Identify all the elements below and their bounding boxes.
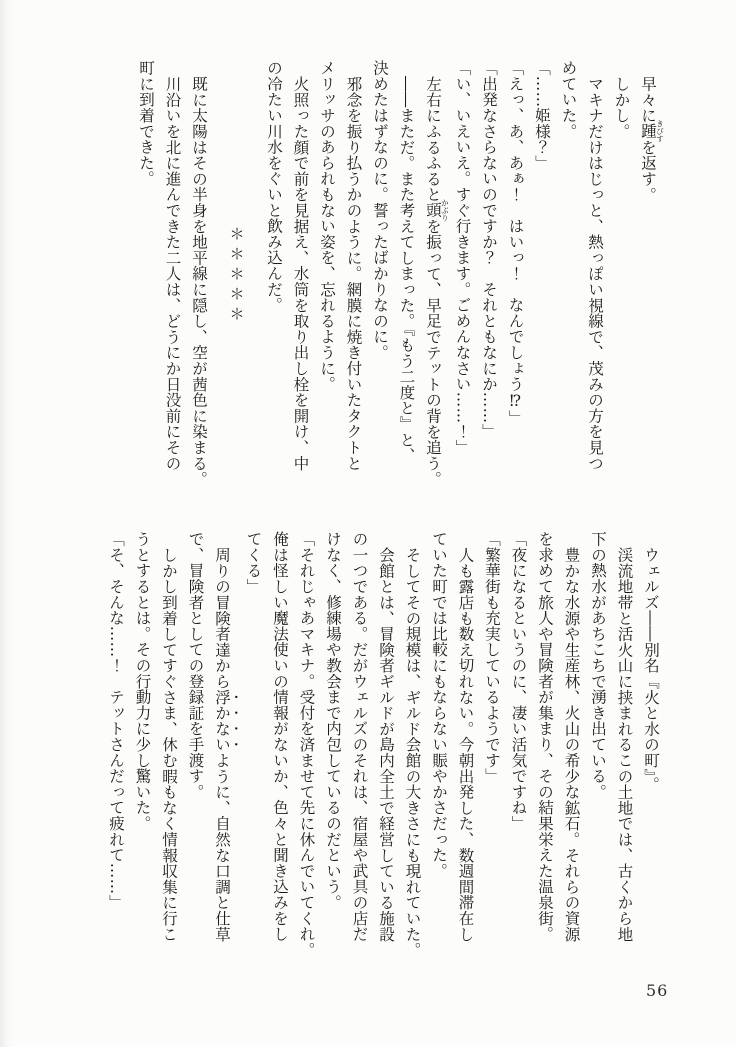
furigana: きびす <box>655 119 665 143</box>
text-line <box>532 531 559 953</box>
text-segment: 「そ、そんな……！ テットさんだって疲れて……」 <box>107 531 125 911</box>
text-segment: ウェルズ――別名『火と水の町』。 <box>642 546 660 792</box>
scene-break-asterisks <box>223 60 250 482</box>
page-number: 56 <box>646 981 669 1000</box>
text-segment: 「夜になるというのに、凄い活気ですね」 <box>509 531 528 832</box>
text-segment: 「い、いえいえ。すぐ行きます。ごめんなさい……！」 <box>453 60 472 455</box>
text-segment: 会館とは、冒険者ギルドが島内全土で経営している施設 <box>377 546 395 942</box>
text-line <box>426 531 453 953</box>
text-line <box>373 531 400 953</box>
text-line <box>314 60 341 482</box>
text-line <box>209 531 241 953</box>
text-line <box>638 531 665 953</box>
ruby-annotated-word: 頭かぶり <box>424 198 450 222</box>
text-line <box>558 531 585 953</box>
text-segment: そしてその規模は、ギルド会館の大きさにも現れていた。 <box>403 546 422 958</box>
text-line <box>420 60 450 487</box>
text-segment: 豊かな水源や生産林、火山の希少な鉱石。それらの資源 <box>562 546 581 942</box>
text-segment: 「出発なさらないのですか？ それともなにか……」 <box>480 60 498 440</box>
text-line <box>159 60 186 482</box>
text-line <box>240 531 267 953</box>
text-segment: メリッサのあられもない姿を、忘れるように。 <box>318 60 336 392</box>
text-segment: の冷たい川水をぐいと飲み込んだ。 <box>265 60 283 313</box>
ruby-annotated-word: 踵きびす <box>639 119 665 143</box>
text-line <box>585 531 612 953</box>
text-line <box>320 531 347 953</box>
text-segment: しかし到着してすぐさま、休む暇もなく情報収集に行こ <box>160 546 178 942</box>
text-segment: うとするとは。その行動力に少し驚いた。 <box>133 531 152 832</box>
text-line <box>452 531 479 953</box>
text-segment: 下の熱水があちこちで湧き出ている。 <box>589 531 607 800</box>
text-line <box>156 531 183 953</box>
text-segment: マキナだけはじっと、熱っぽい視線で、茂みの方を見つ <box>586 75 604 471</box>
text-segment: 「……姫様？」 <box>533 60 551 171</box>
text-line <box>505 531 532 953</box>
text-line <box>367 60 394 482</box>
text-line <box>133 60 160 482</box>
text-line <box>129 531 156 953</box>
text-segment: ――まただ。また考えてしまった。『もう二度と』と、 <box>397 75 416 463</box>
text-line <box>293 531 320 958</box>
text-segment: 川沿いを北に進んできた二人は、どうにか日没前にその <box>163 75 182 471</box>
text-line <box>340 60 367 482</box>
text-line <box>287 60 314 482</box>
text-segment: を振って、早足でテットの背を追う。 <box>424 217 442 487</box>
text-segment: を返す。 <box>639 138 657 202</box>
text-segment: 左右にふるふると <box>424 75 442 202</box>
text-line <box>393 60 420 482</box>
text-line <box>555 60 582 482</box>
text-line <box>529 60 556 482</box>
text-segment: 町に到着できた。 <box>137 60 155 187</box>
text-line <box>449 60 476 482</box>
text-segment: けなく、修練場や教会まで内包しているのだという。 <box>324 531 342 911</box>
text-segment: 「繁華街も充実しているようです」 <box>483 531 501 784</box>
text-segment: ＊＊＊＊＊ <box>227 226 246 326</box>
text-line <box>502 60 529 482</box>
text-segment: しかし。 <box>612 75 631 139</box>
text-segment: めていた。 <box>559 60 578 139</box>
text-line <box>611 531 638 953</box>
text-line <box>635 60 665 482</box>
text-segment: 「それじゃあマキナ。受付を済ませて先に休んでいてくれ。 <box>297 531 316 958</box>
text-segment: 周りの冒険者達から <box>213 546 231 689</box>
text-line <box>186 60 213 487</box>
text-segment: 決めたはずなのに。誓ったばかりなのに。 <box>371 60 389 361</box>
text-segment: 邪念を振り払うかのように。網膜に焼き付いたタクトと <box>344 75 363 471</box>
text-segment: 既に太陽はその半身を地平線に隠し、空が茜色に染まる。 <box>190 75 208 487</box>
furigana: かぶり <box>440 198 450 222</box>
text-line <box>476 60 503 482</box>
top-text-block <box>133 60 665 487</box>
text-line <box>346 531 373 953</box>
text-segment: てくる」 <box>244 531 263 595</box>
bottom-text-block <box>103 531 665 958</box>
text-segment: ように、自然な口調と仕草 <box>213 751 231 942</box>
text-line <box>608 60 635 482</box>
text-segment: 早々に <box>639 75 657 123</box>
text-segment: で、冒険者としての登録証を手渡す。 <box>186 531 205 800</box>
emphasized-text: 浮かない <box>213 688 231 752</box>
text-segment: 渓流地帯と活火山に挟まれるこの土地では、古くから地 <box>615 546 634 942</box>
text-line <box>582 60 609 482</box>
text-line <box>267 531 294 953</box>
text-line <box>182 531 209 953</box>
text-line <box>103 531 130 953</box>
text-line <box>479 531 506 953</box>
text-line <box>399 531 426 958</box>
text-segment: 「えっ、あ、あぁ！ はいっ！ なんでしょう⁉」 <box>506 60 525 426</box>
text-segment: 火照った顔で前を見据え、水筒を取り出し栓を開け、中 <box>291 75 310 471</box>
text-segment: 俺は怪しい魔法使いの情報がないか、色々と聞き込みをし <box>271 531 289 942</box>
text-segment: ていた町では比較にもならない賑やかさだった。 <box>430 531 448 879</box>
text-segment: の一つである。だがウェルズのそれは、宿屋や武具の店だ <box>350 531 369 942</box>
text-segment: を求めて旅人や冒険者が集まり、その結果栄えた温泉街。 <box>536 531 554 942</box>
text-segment: 人も露店も数え切れない。今朝出発した、数週間滞在し <box>456 546 475 942</box>
text-line <box>261 60 288 482</box>
